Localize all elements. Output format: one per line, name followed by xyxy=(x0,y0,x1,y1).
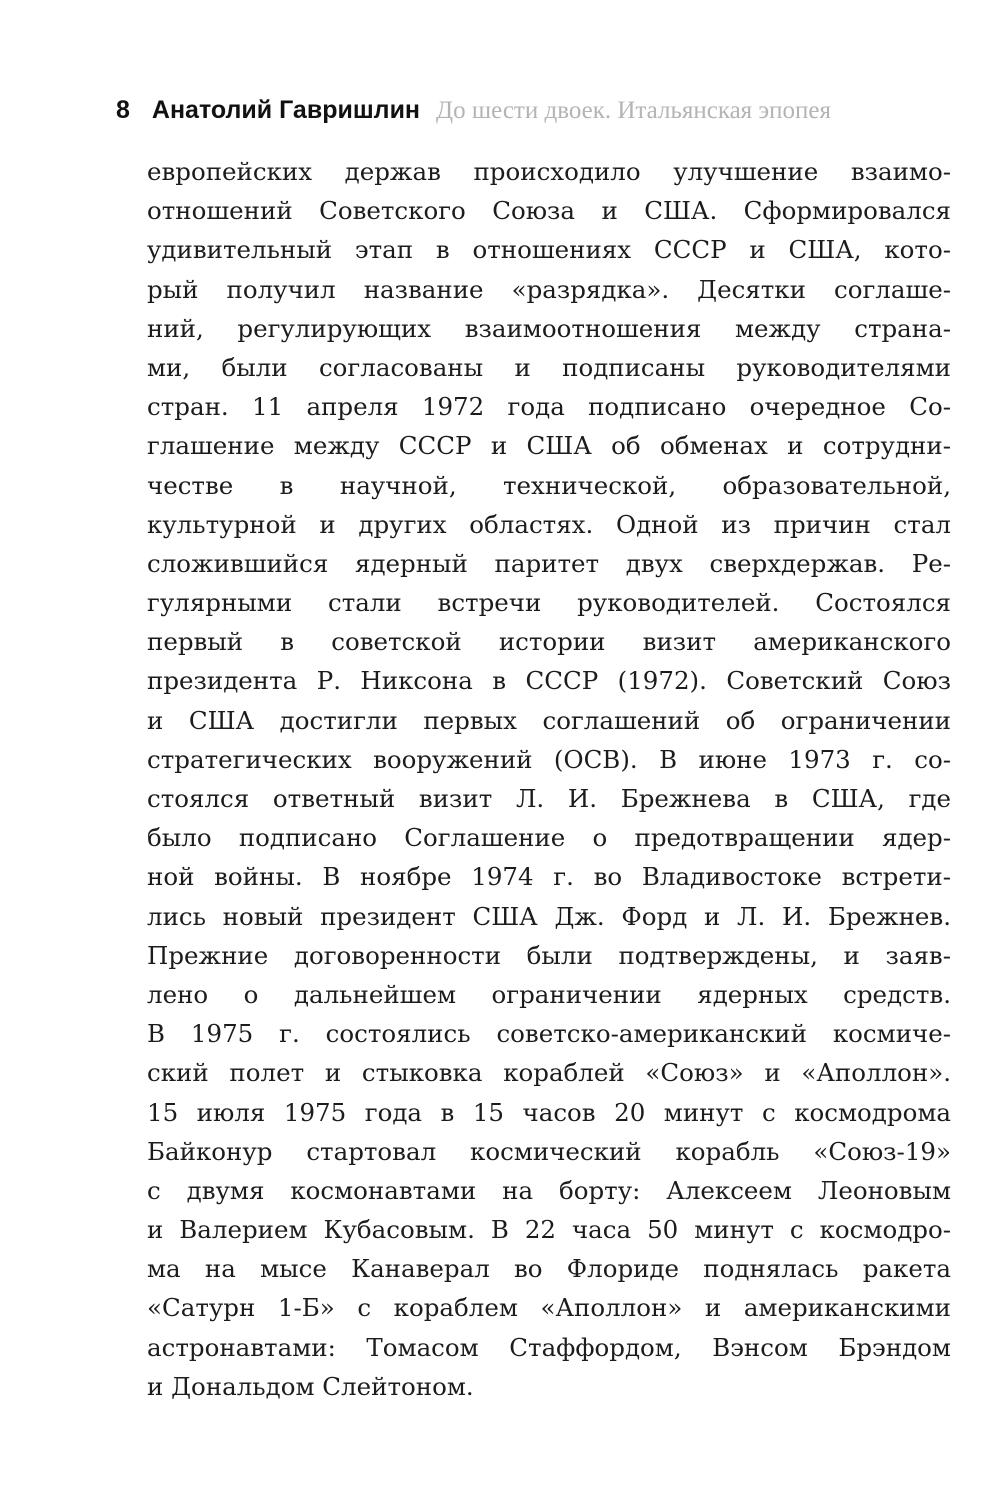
text-line: сложившийся ядерный паритет двух сверхдержав. Ре- xyxy=(147,548,951,578)
text-line-last: и Дональдом Слейтоном. xyxy=(147,1371,474,1401)
text-line: отношений Советского Союза и США. Сформировался xyxy=(147,196,951,226)
running-header xyxy=(116,90,966,130)
text-line: «Сатурн 1-Б» с кораблем «Аполлон» и американскими xyxy=(147,1293,951,1323)
text-line: ной войны. В ноябре 1974 г. во Владивостоке встрети- xyxy=(147,862,951,892)
text-line: с двумя космонавтами на борту: Алексеем Леоновым xyxy=(147,1175,951,1205)
page-number: 8 xyxy=(116,96,130,124)
text-line: гулярными стали встречи руководителей. Состоялся xyxy=(147,588,951,618)
text-line: честве в научной, технической, образовательной, xyxy=(147,470,951,500)
text-line: президента Р. Никсона в СССР (1972). Советский Союз xyxy=(147,666,951,696)
text-line: В 1975 г. состоялись советско-американский космиче- xyxy=(147,1019,951,1049)
text-line: ский полет и стыковка кораблей «Союз» и «Аполлон». xyxy=(147,1058,951,1088)
text-line: удивительный этап в отношениях СССР и США, кото- xyxy=(147,235,951,265)
text-line: было подписано Соглашение о предотвращении ядер- xyxy=(147,823,951,853)
text-line: ма на мысе Канаверал во Флориде поднялась ракета xyxy=(147,1254,951,1284)
text-line: европейских держав происходило улучшение взаимо- xyxy=(147,157,951,186)
text-line: Прежние договоренности были подтверждены, и заяв- xyxy=(147,940,951,970)
text-line: стран. 11 апреля 1972 года подписано очередное Со- xyxy=(147,392,951,422)
text-line: лись новый президент США Дж. Форд и Л. И. Брежнев. xyxy=(147,901,951,931)
text-line: ний, регулирующих взаимоотношения между страна- xyxy=(147,313,951,343)
body-text xyxy=(147,152,951,1406)
text-line: стратегических вооружений (ОСВ). В июне 1973 г. со- xyxy=(147,744,951,774)
text-line: рый получил название «разрядка». Десятки соглаше- xyxy=(147,274,951,304)
text-line: первый в советской истории визит американского xyxy=(147,627,951,657)
text-line: стоялся ответный визит Л. И. Брежнева в США, где xyxy=(147,784,951,813)
text-line: лено о дальнейшем ограничении ядерных средств. xyxy=(147,979,951,1009)
text-line: астронавтами: Томасом Стаффордом, Вэнсом Брэндом xyxy=(147,1332,951,1362)
text-line: и Валерием Кубасовым. В 22 часа 50 минут с космодро- xyxy=(147,1215,951,1245)
text-line: культурной и других областях. Одной из причин стал xyxy=(147,509,951,539)
text-line: Байконур стартовал космический корабль «Союз-19» xyxy=(147,1136,951,1166)
text-line: и США достигли первых соглашений об ограничении xyxy=(147,705,951,735)
text-line: ми, были согласованы и подписаны руководителями xyxy=(147,352,951,382)
book-title: До шести двоек. Итальянская эпопея xyxy=(436,97,832,124)
text-line: 15 июля 1975 года в 15 часов 20 минут с космодрома xyxy=(147,1097,951,1127)
author-name: Анатолий Гавришлин xyxy=(151,96,421,124)
text-line: глашение между СССР и США об обменах и сотрудни- xyxy=(147,431,951,461)
